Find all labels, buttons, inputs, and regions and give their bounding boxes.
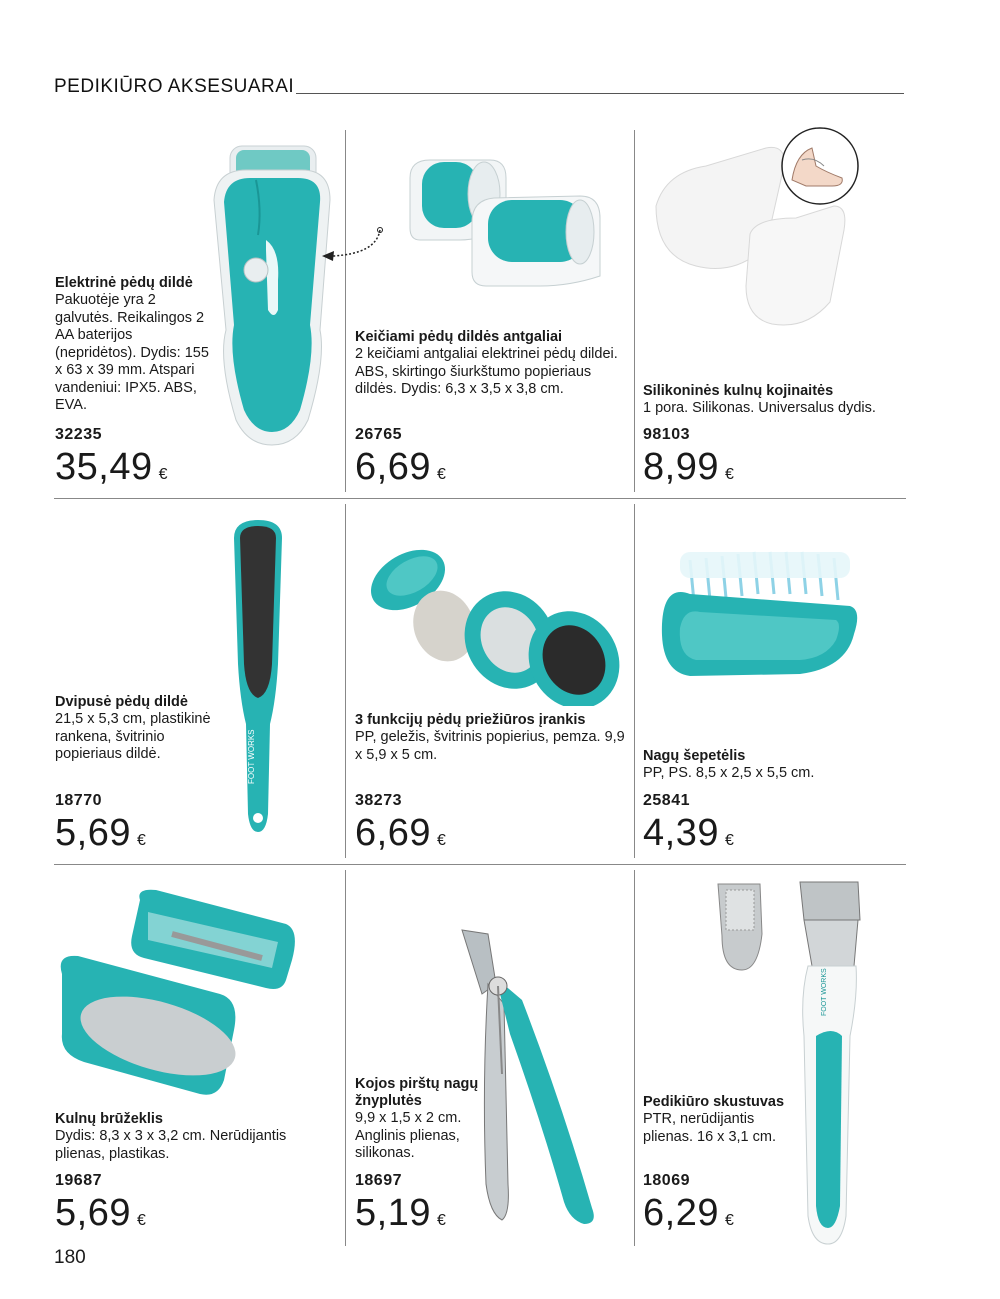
product-price [643, 1194, 734, 1240]
grid-divider [345, 504, 346, 858]
price-value: 5,69 [55, 812, 131, 854]
page-number: 180 [54, 1247, 86, 1268]
product-price [55, 448, 168, 494]
product-name: Dvipusė pėdų dildė [55, 694, 188, 710]
product-price [55, 1194, 146, 1240]
product-code: 26765 [355, 426, 402, 443]
price-value: 5,69 [55, 1192, 131, 1234]
product-description: 2 keičiami antgaliai elektrinei pėdų dildei. ABS, skirtingo šiurkštumo popieriaus dildės. Dydis: 6,3 x 3,5 x 3,8 cm. [355, 346, 618, 397]
heel-scraper-image [52, 884, 302, 1102]
brand-mark: FOOT WORKS [247, 729, 256, 784]
nail-brush-image [650, 544, 864, 690]
price-value: 6,29 [643, 1192, 719, 1234]
product-name: Elektrinė pėdų dildė [55, 275, 193, 291]
product-name: Nagų šepetėlis [643, 748, 746, 764]
currency-symbol: € [724, 1212, 735, 1229]
refill-heads-image [400, 148, 610, 288]
product-price [643, 448, 734, 494]
product-price [643, 814, 734, 860]
price-value: 4,39 [643, 812, 719, 854]
double-sided-foot-file-image [226, 514, 290, 838]
product-code: 18697 [355, 1172, 402, 1189]
product-price [355, 1194, 446, 1240]
product-code: 32235 [55, 426, 102, 443]
product-name: Silikoninės kulnų kojinaitės [643, 383, 834, 399]
product-name: Keičiami pėdų dildės antgaliai [355, 329, 563, 345]
product-description: PP, geležis, švitrinis popierius, pemza. 9,9 x 5,9 x 5 cm. [355, 729, 625, 763]
currency-symbol: € [136, 832, 147, 849]
grid-divider [634, 504, 635, 858]
electric-foot-file-image [196, 140, 346, 452]
price-value: 35,49 [55, 446, 153, 488]
product-code: 98103 [643, 426, 690, 443]
product-description: PTR, nerūdijantis plienas. 16 x 3,1 cm. [643, 1111, 776, 1145]
currency-symbol: € [436, 832, 447, 849]
product-price [355, 814, 446, 860]
product-name: Kulnų brūžeklis [55, 1111, 163, 1127]
grid-divider [54, 498, 906, 499]
three-function-tool-image [360, 528, 630, 706]
grid-divider [634, 870, 635, 1246]
product-description: Pakuotėje yra 2 galvutės. Reikalingos 2 AA baterijos (nepridėtos). Dydis: 155 x 63 x 39 mm. Atspari vandeniui: IPX5. ABS, EVA. [55, 292, 209, 413]
product-price [55, 814, 146, 860]
product-description: Dydis: 8,3 x 3 x 3,2 cm. Nerūdijantis plienas, plastikas. [55, 1128, 287, 1162]
currency-symbol: € [724, 832, 735, 849]
product-name: Pedikiūro skustuvas [643, 1094, 785, 1110]
grid-divider [345, 870, 346, 1246]
product-code: 18069 [643, 1172, 690, 1189]
price-value: 5,19 [355, 1192, 431, 1234]
currency-symbol: € [136, 1212, 147, 1229]
pedicure-razor-image [708, 876, 872, 1248]
currency-symbol: € [724, 466, 735, 483]
currency-symbol: € [436, 466, 447, 483]
product-code: 18770 [55, 792, 102, 809]
price-value: 8,99 [643, 446, 719, 488]
product-code: 25841 [643, 792, 690, 809]
currency-symbol: € [436, 1212, 447, 1229]
product-description: 1 pora. Silikonas. Universalus dydis. [643, 400, 876, 416]
product-name: 3 funkcijų pėdų priežiūros įrankis [355, 712, 586, 728]
brand-mark: FOOT WORKS [821, 968, 828, 1016]
product-description: PP, PS. 8,5 x 2,5 x 5,5 cm. [643, 765, 815, 781]
heel-socks-image [646, 126, 862, 332]
product-description: 9,9 x 1,5 x 2 cm. Anglinis plienas, silikonas. [355, 1110, 462, 1161]
product-description: 21,5 x 5,3 cm, plastikinė rankena, švitrinio popieriaus dildė. [55, 711, 211, 762]
price-value: 6,69 [355, 812, 431, 854]
grid-divider [54, 864, 906, 865]
arrow-icon [318, 226, 388, 266]
page-title: PEDIKIŪRO AKSESUARAI [54, 76, 295, 97]
price-value: 6,69 [355, 446, 431, 488]
product-price [355, 448, 446, 494]
product-code: 38273 [355, 792, 402, 809]
product-code: 19687 [55, 1172, 102, 1189]
header-rule [296, 93, 904, 94]
product-name: Kojos pirštų nagų žnyplutės [355, 1076, 479, 1109]
currency-symbol: € [158, 466, 168, 483]
grid-divider [634, 130, 635, 492]
